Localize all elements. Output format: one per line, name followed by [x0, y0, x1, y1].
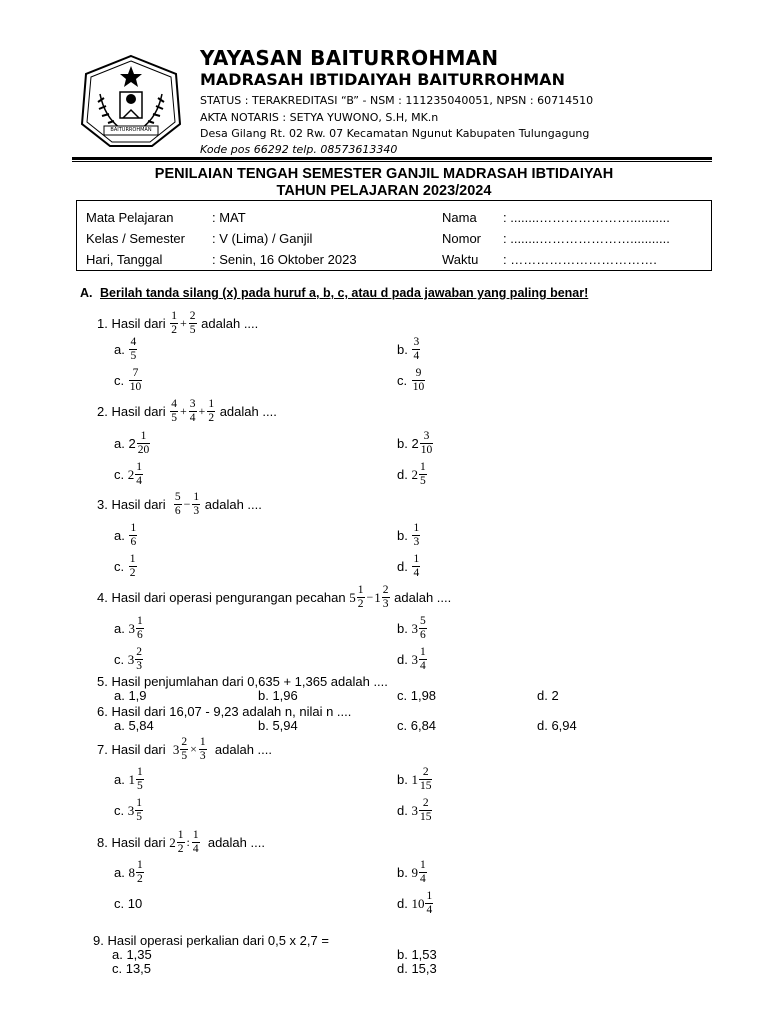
q5-option-b[interactable]: b. 1,96	[258, 688, 298, 703]
foundation-name: YAYASAN BAITURROHMAN	[200, 46, 499, 70]
fraction-numerator: 2	[422, 797, 429, 809]
fraction	[180, 736, 188, 763]
fraction-denominator: 4	[413, 567, 420, 579]
option-label: d.	[397, 896, 408, 911]
info-label-number: Nomor	[442, 231, 482, 246]
header-rule-thin	[72, 161, 712, 162]
fraction-numerator: 3	[189, 398, 196, 410]
option-label: a.	[114, 528, 125, 543]
fraction-numerator: 1	[140, 430, 147, 442]
q2-option-a[interactable]	[114, 430, 151, 457]
fraction-numerator: 1	[419, 646, 426, 658]
whole-number: 2	[411, 466, 418, 482]
section-letter: A.	[80, 286, 93, 300]
q8-option-c[interactable]: c. 10	[114, 896, 143, 911]
whole-number: 1	[128, 771, 135, 787]
q7-option-a[interactable]	[114, 766, 145, 793]
question-5: 5. Hasil penjumlahan dari 0,635 + 1,365 adalah ....	[97, 674, 388, 689]
fraction	[412, 367, 426, 394]
option-label: a.	[114, 772, 125, 787]
fraction-denominator: 6	[419, 629, 426, 641]
fraction-denominator: 4	[189, 412, 196, 424]
fraction	[199, 736, 207, 763]
fraction-numerator: 5	[174, 491, 181, 503]
q8-option-b[interactable]	[397, 859, 428, 886]
fraction	[174, 491, 182, 518]
fraction	[419, 859, 427, 886]
option-label: a. 2	[114, 436, 136, 451]
math-operator: −	[183, 497, 191, 511]
fraction-denominator: 20	[137, 444, 150, 456]
fraction-numerator: 1	[136, 461, 142, 473]
fraction-numerator: 2	[189, 310, 196, 322]
fraction	[170, 398, 178, 425]
q7-option-c[interactable]	[114, 797, 144, 824]
school-logo	[76, 54, 186, 150]
accreditation-status: STATUS : TERAKREDITASI “B” - NSM : 111235040051, NPSN : 60714510	[200, 94, 594, 107]
fraction-numerator: 4	[130, 336, 137, 348]
fraction	[357, 584, 365, 611]
address-line: Desa Gilang Rt. 02 Rw. 07 Kecamatan Ngunut Kabupaten Tulungagung	[200, 127, 590, 140]
option-label: a.	[114, 865, 125, 880]
fraction	[419, 461, 427, 488]
fraction-numerator: 1	[136, 797, 142, 809]
section-instruction	[80, 286, 588, 300]
option-label: c.	[114, 652, 125, 667]
whole-number: 5	[349, 589, 356, 605]
fraction-denominator: 15	[419, 780, 432, 792]
option-label: b.	[397, 865, 408, 880]
fraction-denominator: 2	[177, 843, 184, 855]
fraction	[135, 461, 143, 488]
fraction	[135, 797, 143, 824]
fraction-numerator: 1	[136, 859, 143, 871]
fraction-denominator: 5	[136, 811, 142, 823]
fraction-denominator: 5	[130, 350, 137, 362]
question-4-text: 4. Hasil dari operasi pengurangan pecahan	[97, 590, 346, 605]
fraction-numerator: 1	[136, 766, 143, 778]
option-label: d.	[397, 652, 408, 667]
whole-number: 1	[374, 589, 381, 605]
q6-option-b[interactable]: b. 5,94	[258, 718, 298, 733]
question-9: 9. Hasil operasi perkalian dari 0,5 x 2,7 =	[93, 933, 329, 948]
time-field[interactable]: : …………………………….	[503, 252, 657, 267]
fraction-denominator: 3	[413, 536, 420, 548]
fraction-numerator: 1	[426, 890, 433, 902]
fraction	[192, 829, 200, 856]
fraction	[189, 310, 197, 337]
fraction-numerator: 4	[171, 398, 178, 410]
fraction-numerator: 1	[199, 736, 206, 748]
fraction-denominator: 4	[192, 843, 199, 855]
fraction-numerator: 1	[413, 553, 420, 565]
fraction	[129, 336, 137, 363]
q9-option-d[interactable]: d. 15,3	[397, 961, 437, 976]
option-label: c.	[114, 803, 125, 818]
fraction-denominator: 10	[420, 444, 433, 456]
fraction-denominator: 4	[426, 904, 433, 916]
fraction-numerator: 1	[136, 615, 143, 627]
question-3	[97, 491, 262, 518]
math-operator: +	[180, 404, 187, 418]
fraction	[412, 336, 420, 363]
fraction-numerator: 1	[413, 522, 420, 534]
whole-number: 8	[128, 864, 135, 880]
fraction	[129, 367, 143, 394]
fraction	[412, 553, 420, 580]
fraction-denominator: 10	[129, 381, 142, 393]
fraction-numerator: 1	[208, 398, 215, 410]
notary-line: AKTA NOTARIS : SETYA YUWONO, S.H, MK.n	[200, 111, 439, 124]
logo-text: BAITURROHMAN	[110, 127, 152, 133]
info-value-class: : V (Lima) / Ganjil	[212, 231, 313, 246]
fraction-denominator: 15	[419, 811, 432, 823]
fraction	[192, 491, 200, 518]
question-2	[97, 398, 277, 425]
question-1	[97, 310, 258, 337]
fraction-denominator: 3	[193, 505, 200, 517]
fraction-numerator: 2	[181, 736, 188, 748]
fraction	[189, 398, 197, 425]
info-label-date: Hari, Tanggal	[86, 252, 163, 267]
q3-option-d[interactable]	[397, 553, 421, 580]
whole-number: 3	[411, 620, 418, 636]
whole-number: 1	[411, 771, 418, 787]
q3-option-a[interactable]	[114, 522, 138, 549]
whole-number: 3	[411, 651, 418, 667]
fraction-numerator: 1	[192, 829, 199, 841]
fraction-denominator: 6	[130, 536, 137, 548]
fraction-denominator: 4	[136, 475, 142, 487]
q3-option-c[interactable]	[114, 553, 138, 580]
info-value-subject: : MAT	[212, 210, 246, 225]
fraction	[419, 615, 427, 642]
question-2-suffix: adalah ....	[219, 404, 277, 419]
q9-option-a[interactable]: a. 1,35	[112, 947, 152, 962]
fraction	[137, 430, 151, 457]
option-label: b.	[397, 621, 408, 636]
option-label: b.	[397, 342, 408, 357]
option-label: d.	[397, 559, 408, 574]
math-operator: :	[186, 835, 190, 849]
fraction-denominator: 3	[199, 750, 206, 762]
fraction-numerator: 1	[177, 829, 184, 841]
fraction-denominator: 3	[136, 660, 142, 672]
fraction-numerator: 1	[419, 461, 426, 473]
school-name: MADRASAH IBTIDAIYAH BAITURROHMAN	[200, 70, 565, 89]
option-label: b.	[397, 528, 408, 543]
q9-option-b[interactable]: b. 1,53	[397, 947, 437, 962]
whole-number: 2	[127, 466, 135, 482]
q8-option-d[interactable]	[397, 890, 434, 917]
math-operator: +	[198, 404, 206, 418]
whole-number: 3	[127, 651, 135, 667]
q9-option-c[interactable]: c. 13,5	[112, 961, 152, 976]
q4-option-b[interactable]	[397, 615, 428, 642]
fraction-denominator: 10	[412, 381, 425, 393]
fraction-denominator: 2	[136, 873, 143, 885]
q4-option-d[interactable]	[397, 646, 428, 673]
fraction-numerator: 1	[129, 553, 136, 565]
question-3-text: 3. Hasil dari	[97, 497, 166, 512]
fraction-numerator: 3	[423, 430, 430, 442]
option-label: d.	[397, 803, 408, 818]
whole-number: 2	[169, 834, 176, 850]
option-label: a.	[114, 621, 125, 636]
fraction	[129, 522, 137, 549]
exam-year: TAHUN PELAJARAN 2023/2024	[276, 183, 492, 199]
q7-option-b[interactable]	[397, 766, 433, 793]
q2-option-c[interactable]	[114, 461, 144, 488]
question-7-suffix: adalah ....	[214, 742, 272, 757]
whole-number: 3	[127, 802, 135, 818]
fraction	[419, 766, 433, 793]
fraction-numerator: 1	[130, 522, 137, 534]
fraction-denominator: 3	[382, 598, 389, 610]
fraction	[129, 553, 137, 580]
option-label: c.	[114, 559, 125, 574]
fraction	[207, 398, 215, 425]
info-label-time: Waktu	[442, 252, 479, 267]
whole-number: 3	[172, 741, 180, 757]
question-2-text: 2. Hasil dari	[97, 404, 166, 419]
q6-option-d[interactable]: d. 6,94	[537, 718, 577, 733]
option-label: c.	[114, 467, 125, 482]
q6-option-a[interactable]: a. 5,84	[114, 718, 154, 733]
question-8	[97, 829, 265, 856]
question-7-text: 7. Hasil dari	[97, 742, 166, 757]
fraction	[177, 829, 185, 856]
math-operator: −	[366, 590, 374, 604]
fraction	[412, 522, 420, 549]
q1-option-a[interactable]	[114, 336, 138, 363]
fraction	[425, 890, 433, 917]
option-label: b. 2	[397, 436, 419, 451]
fraction-numerator: 1	[193, 491, 200, 503]
fraction-denominator: 5	[189, 324, 196, 336]
fraction-numerator: 1	[171, 310, 178, 322]
option-label: a.	[114, 342, 125, 357]
fraction-numerator: 2	[382, 584, 389, 596]
fraction-denominator: 5	[419, 475, 426, 487]
whole-number: 10	[411, 895, 425, 911]
fraction	[136, 766, 144, 793]
fraction	[136, 859, 144, 886]
fraction-numerator: 7	[132, 367, 139, 379]
fraction-denominator: 4	[419, 660, 426, 672]
q2-option-d[interactable]	[397, 461, 428, 488]
option-label: b.	[397, 772, 408, 787]
option-label: c.	[114, 373, 125, 388]
section-instruction-text: Berilah tanda silang (x) pada huruf a, b, c, atau d pada jawaban yang paling benar!	[100, 286, 589, 300]
info-label-name: Nama	[442, 210, 477, 225]
q5-option-a[interactable]: a. 1,9	[114, 688, 147, 703]
q4-option-a[interactable]	[114, 615, 145, 642]
fraction-numerator: 9	[415, 367, 422, 379]
info-label-class: Kelas / Semester	[86, 231, 185, 246]
fraction-denominator: 5	[181, 750, 188, 762]
math-operator: ×	[190, 742, 197, 756]
fraction	[135, 646, 143, 673]
fraction-denominator: 2	[129, 567, 136, 579]
q3-option-b[interactable]	[397, 522, 421, 549]
fraction-denominator: 6	[136, 629, 143, 641]
whole-number: 9	[411, 864, 418, 880]
fraction	[382, 584, 390, 611]
fraction-numerator: 3	[413, 336, 420, 348]
q5-option-c[interactable]: c. 1,98	[397, 688, 437, 703]
fraction	[170, 310, 178, 337]
q6-option-c[interactable]: c. 6,84	[397, 718, 437, 733]
postal-line: Kode pos 66292 telp. 08573613340	[200, 143, 398, 156]
option-label: c.	[397, 373, 408, 388]
question-3-suffix: adalah ....	[204, 497, 262, 512]
info-label-subject: Mata Pelajaran	[86, 210, 174, 225]
fraction-numerator: 2	[136, 646, 142, 658]
q1-option-c[interactable]	[114, 367, 143, 394]
fraction	[136, 615, 144, 642]
fraction-denominator: 5	[171, 412, 178, 424]
question-1-suffix: adalah ....	[201, 316, 259, 331]
header-rule	[72, 157, 712, 160]
fraction	[420, 430, 434, 457]
fraction-denominator: 2	[357, 598, 364, 610]
number-field[interactable]: : ........…………………...........	[503, 231, 670, 246]
fraction-denominator: 4	[419, 873, 426, 885]
q1-option-d[interactable]	[397, 367, 426, 394]
q2-option-b[interactable]	[397, 430, 434, 457]
fraction	[419, 797, 433, 824]
math-operator: +	[180, 316, 187, 330]
whole-number: 3	[411, 802, 418, 818]
name-field[interactable]: : ........…………………...........	[503, 210, 670, 225]
fraction-denominator: 5	[136, 780, 143, 792]
q8-option-a[interactable]	[114, 859, 145, 886]
question-7	[97, 736, 272, 763]
question-6: 6. Hasil dari 16,07 - 9,23 adalah n, nilai n ....	[97, 704, 352, 719]
fraction-denominator: 2	[208, 412, 215, 424]
fraction-denominator: 2	[171, 324, 178, 336]
fraction-denominator: 4	[413, 350, 420, 362]
q7-option-d[interactable]	[397, 797, 433, 824]
q1-option-b[interactable]	[397, 336, 421, 363]
fraction-numerator: 2	[422, 766, 429, 778]
fraction-numerator: 1	[357, 584, 364, 596]
fraction	[419, 646, 427, 673]
question-4	[97, 584, 451, 611]
q4-option-c[interactable]	[114, 646, 144, 673]
option-label: d.	[397, 467, 408, 482]
question-4-suffix: adalah ....	[394, 590, 452, 605]
fraction-denominator: 6	[174, 505, 181, 517]
question-8-suffix: adalah ....	[207, 835, 265, 850]
fraction-numerator: 5	[419, 615, 426, 627]
whole-number: 3	[128, 620, 135, 636]
info-value-date: : Senin, 16 Oktober 2023	[212, 252, 357, 267]
question-8-text: 8. Hasil dari	[97, 835, 166, 850]
fraction-numerator: 1	[419, 859, 426, 871]
question-1-text: 1. Hasil dari	[97, 316, 166, 331]
exam-title: PENILAIAN TENGAH SEMESTER GANJIL MADRASAH IBTIDAIYAH	[154, 166, 614, 182]
q5-option-d[interactable]: d. 2	[537, 688, 559, 703]
